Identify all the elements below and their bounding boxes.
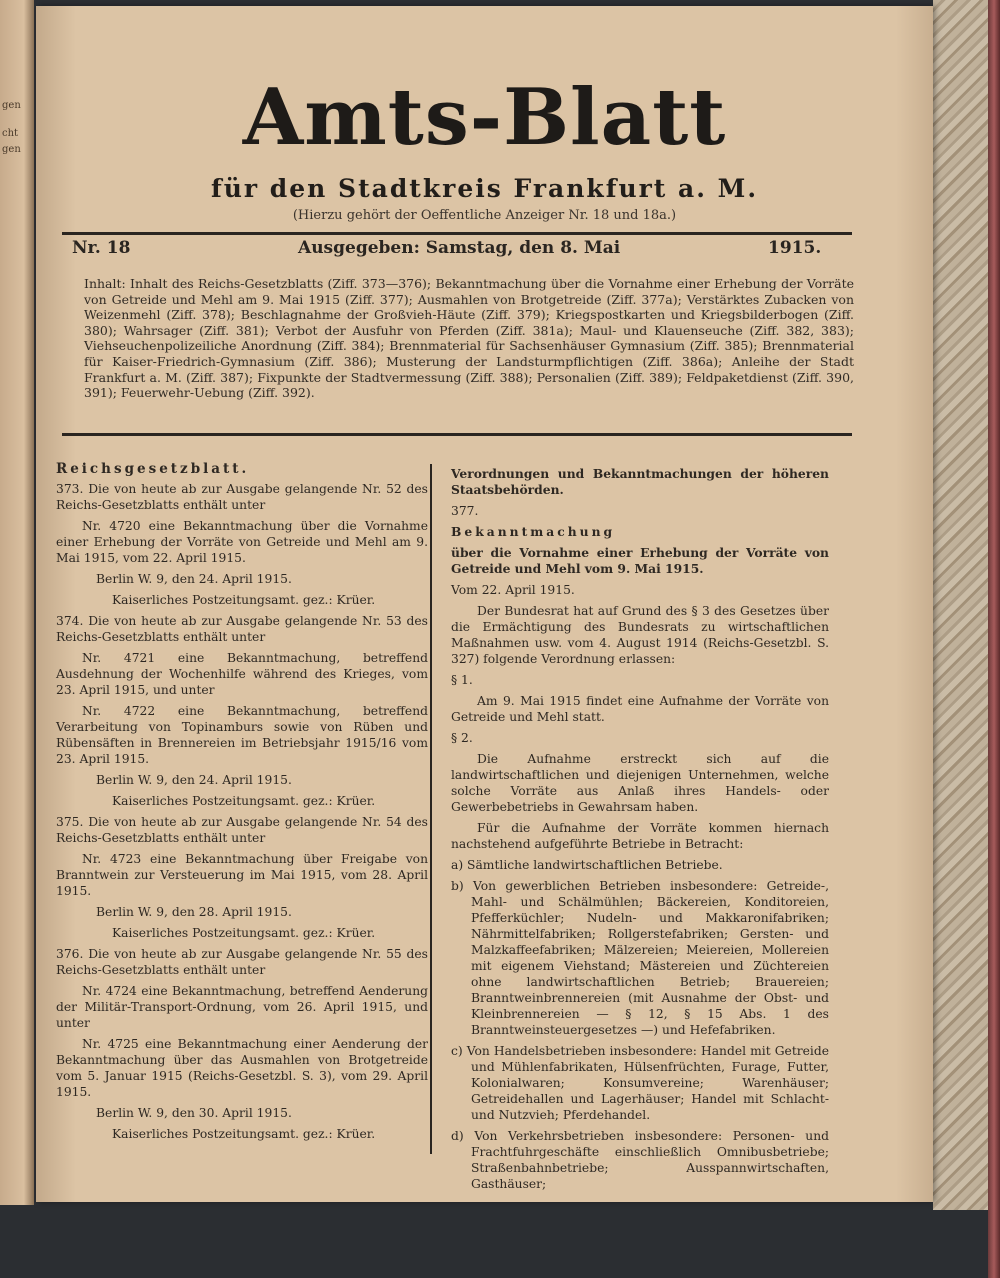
section-heading: Verordnungen und Bekanntmachungen der höheren Staatsbehörden.: [451, 466, 829, 497]
announcement-subject: über die Vornahme einer Erhebung der Vorräte von Getreide und Mehl vom 9. Mai 1915.: [451, 545, 829, 576]
list-item-a: a) Sämtliche landwirtschaftlichen Betriebe.: [451, 858, 723, 872]
issue-number: Nr. 18: [72, 238, 131, 258]
entry-373-place: Berlin W. 9, den 24. April 1915.: [96, 572, 292, 586]
masthead-note: (Hierzu gehört der Oeffentliche Anzeiger Nr. 18 und 18a.): [292, 208, 677, 223]
paragraph-2-heading: § 2.: [451, 731, 473, 745]
announcement-label: Bekanntmachung: [451, 524, 616, 539]
document-page: [36, 6, 933, 1202]
entry-375-intro: 375. Die von heute ab zur Ausgabe gelangende Nr. 54 des Reichs-Gesetzblatts enthält unter: [56, 815, 428, 845]
entry-373-signature: Kaiserliches Postzeitungsamt. gez.: Krüer.: [112, 593, 376, 607]
announcement-date: Vom 22. April 1915.: [451, 583, 575, 597]
right-column: [451, 466, 829, 1197]
paragraph-1-heading: § 1.: [451, 673, 473, 687]
entry-375-text: Nr. 4723 eine Bekanntmachung über Freigabe von Branntwein zur Versteuerung im Mai 1915, vom 28. April 1915.: [56, 852, 428, 898]
issue-year: 1915.: [768, 238, 822, 258]
entry-373-text: Nr. 4720 eine Bekanntmachung über die Vornahme einer Erhebung der Vorräte von Getreide und Mehl am 9. Mai 1915, vom 22. April 1915.: [56, 519, 428, 565]
paragraph-1-text: Am 9. Mai 1915 findet eine Aufnahme der Vorräte von Getreide und Mehl statt.: [451, 694, 829, 724]
announcement-intro: Der Bundesrat hat auf Grund des § 3 des Gesetzes über die Ermächtigung des Bundesrats zu wirtschaftlichen Maßnahmen usw. vom 4. August 1914 (Reichs-Gesetzbl. S. 327) folgende Verordnung erlassen:: [451, 604, 829, 666]
table-of-contents: Inhalt: Inhalt des Reichs-Gesetzblatts (Ziff. 373—376); Bekanntmachung über die Vornahme einer Erhebung der Vorräte von Getreide und Mehl am 9. Mai 1915 (Ziff. 377); Ausmahlen von Brotgetreide (Ziff. 377a); Verstärktes Zubacken von Weizenmehl (Ziff. 378); Beschlagnahme der Großvieh-Häute (Ziff. 379); Kriegspostkarten und Kriegsbilderbogen (Ziff. 380); Wahrsager (Ziff. 381); Verbot der Ausfuhr von Pferden (Ziff. 381a); Maul- und Klauenseuche (Ziff. 382, 383); Viehseuchenpolizeiliche Anordnung (Ziff. 384); Brennmaterial für Sachsenhäuser Gymnasium (Ziff. 385); Brennmaterial für Kaiser-Friedrich-Gymnasium (Ziff. 386); Musterung der Landsturmpflichtigen (Ziff. 386a); Anleihe der Stadt Frankfurt a. M. (Ziff. 387); Fixpunkte der Stadtvermessung (Ziff. 388); Personalien (Ziff. 389); Feldpaketdienst (Ziff. 390, 391); Feuerwehr-Uebung (Ziff. 392).: [84, 276, 854, 401]
entry-375-signature: Kaiserliches Postzeitungsamt. gez.: Krüer.: [112, 926, 376, 940]
list-item-b: b) Von gewerblichen Betrieben insbesondere: Getreide-, Mahl- und Schälmühlen; Bäckereien, Konditoreien, Pfefferküchler; Nudeln- und Makkaronifabriken; Nährmittelfabriken; Rollgerstefabriken; Gersten- und Malzkaffeefabriken; Mälzereien; Meiereien, Mollereien mit eigenem Viehstand; Mästereien und Züchtereien ohne landwirtschaftlichen Betrieb; Brauereien; Branntweinbrennereien (mit Ausnahme der Obst- und Kleinbrennereien — § 12, § 15 Abs. 1 des Branntweinsteuergesetzes —) und Hefefabriken.: [451, 879, 829, 1037]
entry-374-b: Nr. 4722 eine Bekanntmachung, betreffend Verarbeitung von Topinamburs sowie von Rüben und Rübensäften in Brennereien im Betriebsjahr 1915/16 vom 23. April 1915.: [56, 704, 428, 766]
entry-376-a: Nr. 4724 eine Bekanntmachung, betreffend Aenderung der Militär-Transport-Ordnung, vom 26. April 1915, und unter: [56, 984, 428, 1030]
paragraph-2-text-2: Für die Aufnahme der Vorräte kommen hiernach nachstehend aufgeführte Betriebe in Betracht:: [451, 821, 829, 851]
entry-376-place: Berlin W. 9, den 30. April 1915.: [96, 1106, 292, 1120]
entry-number: 377.: [451, 504, 479, 518]
entry-376-b: Nr. 4725 eine Bekanntmachung einer Aenderung der Bekanntmachung über das Ausmahlen von Brotgetreide vom 5. Januar 1915 (Reichs-Gesetzbl. S. 3), vom 29. April 1915.: [56, 1037, 428, 1099]
header-rule: [62, 232, 852, 235]
entry-375-place: Berlin W. 9, den 28. April 1915.: [96, 905, 292, 919]
section-heading: Reichsgesetzblatt.: [56, 461, 250, 477]
background-bottom: [0, 1205, 1000, 1278]
fragment: gen: [2, 100, 21, 111]
entry-374-signature: Kaiserliches Postzeitungsamt. gez.: Krüer.: [112, 794, 376, 808]
issue-date: Ausgegeben: Samstag, den 8. Mai: [298, 238, 621, 258]
masthead-subtitle: für den Stadtkreis Frankfurt a. M.: [210, 174, 759, 203]
previous-page-edge: [0, 0, 34, 1205]
paragraph-2-text: Die Aufnahme erstreckt sich auf die landwirtschaftlichen und diejenigen Unternehmen, welche solche Vorräte aus Anlaß ihres Handels- oder Gewerbebetriebs in Gewahrsam haben.: [451, 752, 829, 814]
list-item-d: d) Von Verkehrsbetrieben insbesondere: Personen- und Frachtfuhrgeschäfte einschließlich Omnibusbetriebe; Straßenbahnbetriebe; Ausspannwirtschaften, Gasthäuser;: [451, 1129, 829, 1191]
book-cover-edge: [988, 0, 1000, 1278]
fragment: gen: [2, 144, 21, 155]
entry-374-place: Berlin W. 9, den 24. April 1915.: [96, 773, 292, 787]
masthead-title: Amts-Blatt: [242, 72, 727, 163]
list-item-c: c) Von Handelsbetrieben insbesondere: Handel mit Getreide und Mühlenfabrikaten, Hülsenfrüchten, Furage, Futter, Kolonialwaren; Konsumvereine; Warenhäuser; Getreidehallen und Lagerhäuser; Handel mit Schlacht- und Nutzvieh; Pferdehandel.: [451, 1044, 829, 1122]
entry-376-intro: 376. Die von heute ab zur Ausgabe gelangende Nr. 55 des Reichs-Gesetzblatts enthält unter: [56, 947, 428, 977]
marbled-binding: [933, 0, 988, 1210]
column-separator: [430, 464, 432, 1154]
entry-374-intro: 374. Die von heute ab zur Ausgabe gelangende Nr. 53 des Reichs-Gesetzblatts enthält unter: [56, 614, 428, 644]
entry-373-intro: 373. Die von heute ab zur Ausgabe gelangende Nr. 52 des Reichs-Gesetzblatts enthält unter: [56, 482, 428, 512]
section-divider: [62, 433, 852, 436]
entry-374-a: Nr. 4721 eine Bekanntmachung, betreffend Ausdehnung der Wochenhilfe während des Krieges, vom 23. April 1915, und unter: [56, 651, 428, 697]
entry-376-signature: Kaiserliches Postzeitungsamt. gez.: Krüer.: [112, 1127, 376, 1141]
left-column: [56, 461, 428, 1147]
fragment: cht: [2, 128, 19, 139]
